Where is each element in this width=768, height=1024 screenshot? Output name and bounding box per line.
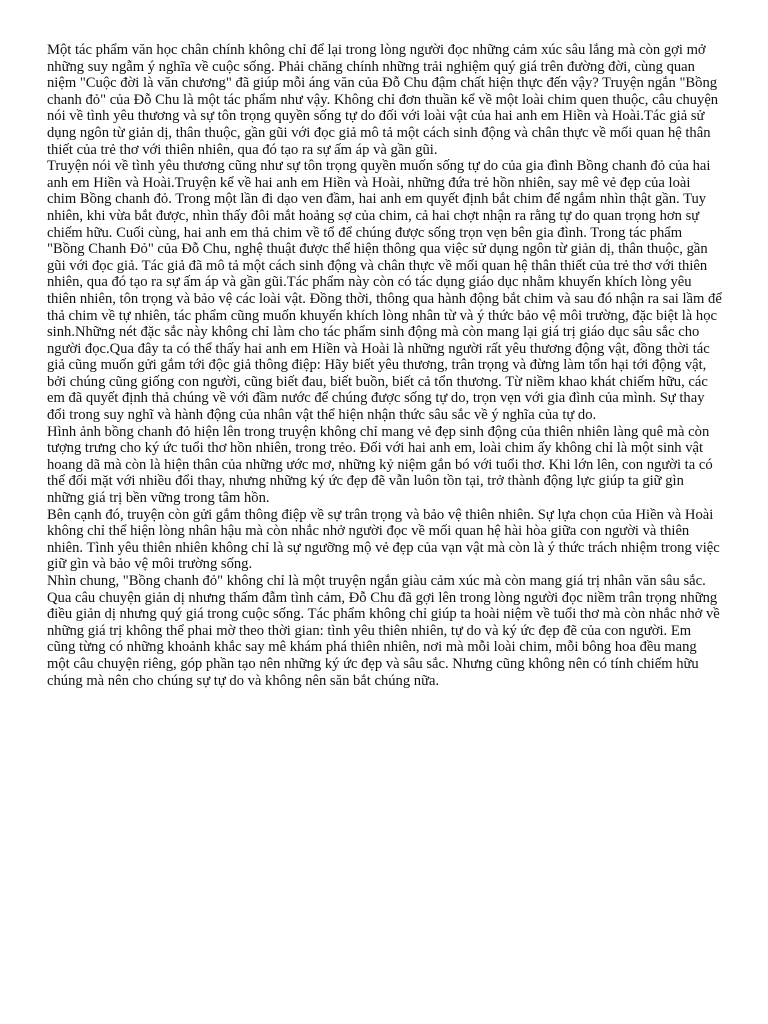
paragraph-intro: Một tác phẩm văn học chân chính không chỉ để lại trong lòng người đọc những cảm xúc sâu lắng mà còn gợi mở những suy ngẫm ý nghĩa về cuộc sống. Phải chăng chính những trải nghiệm quý giá trên đường đời, cùng quan niệm "Cuộc đời là văn chương" đã giúp mỗi áng văn của Đỗ Chu đậm chất hiện thực đến vậy? Truyện ngắn "Bồng chanh đỏ" của Đỗ Chu là một tác phẩm như vậy. Không chỉ đơn thuần kể về một loài chim quen thuộc, câu chuyện nói về tình yêu thương và sự tôn trọng quyền sống tự do đối với loài vật của hai anh em Hiền và Hoài.Tác giả sử dụng ngôn từ giản dị, thân thuộc, gần gũi với đọc giả mô tả một cách sinh động và chân thực về mối quan hệ thân thiết của trẻ thơ với thiên nhiên, qua đó tạo ra sự ấm áp và gần gũi. [47, 42, 719, 158]
paragraph-symbolism: Hình ảnh bồng chanh đỏ hiện lên trong truyện không chỉ mang vẻ đẹp sinh động của thiên nhiên làng quê mà còn tượng trưng cho ký ức tuổi thơ hồn nhiên, trong trẻo. Đối với hai anh em, loài chim ấy không chỉ là một sinh vật hoang dã mà còn là hiện thân của những ước mơ, những kỷ niệm gắn bó với tuổi thơ. Khi lớn lên, con người ta có thể đối mặt với nhiều đổi thay, nhưng những ký ức đẹp đẽ vẫn luôn tồn tại, trở thành động lực giúp ta giữ gìn những giá trị bền vững trong tâm hồn. [47, 423, 713, 507]
paragraph-story-summary: Truyện nói về tình yêu thương cũng như sự tôn trọng quyền muốn sống tự do của gia đình Bồng chanh đỏ của hai anh em Hiền và Hoài.Truyện kể về hai anh em Hiền và Hoài, những đứa trẻ hồn nhiên, say mê vẻ đẹp của loài chim Bồng chanh đỏ. Trong một lần đi dạo ven đầm, hai anh em quyết định bắt chim để ngắm nhìn thật gần. Tuy nhiên, khi vừa bắt được, nhìn thấy đôi mắt hoảng sợ của chim, cả hai chợt nhận ra rằng tự do quan trọng hơn sự chiếm hữu. Cuối cùng, hai anh em thả chim về tổ để chúng được sống trọn vẹn bên gia đình. Trong tác phẩm "Bồng Chanh Đỏ" của Đỗ Chu, nghệ thuật được thể hiện thông qua việc sử dụng ngôn từ giản dị, thân thuộc, gần gũi với đọc giả. Tác giả đã mô tả một cách sinh động và chân thực về mối quan hệ thân thiết của trẻ thơ với thiên nhiên, qua đó tạo ra sự ấm áp và gần gũi.Tác phẩm này còn có tác dụng giáo dục nhằm khuyến khích lòng yêu thiên nhiên, tôn trọng và bảo vệ các loài vật. Đồng thời, thông qua hành động bắt chim và sau đó nhận ra sai lầm để thả chim về tự nhiên, tác phẩm cũng muốn khuyến khích lòng nhân từ và ý thức bảo vệ môi trường, đặc biệt là học sinh.Những nét đặc sắc này không chỉ làm cho tác phẩm sinh động mà còn mang lại giá trị giáo dục sâu sắc cho người đọc.Qua đây ta có thể thấy hai anh em Hiền và Hoài là những người rất yêu thương động vật, đồng thời tác giả cũng muốn gửi gắm tới độc giả thông điệp: Hãy biết yêu thương, trân trọng và đừng làm tổn hại tới động vật, bởi chúng cũng giống con người, cũng biết đau, biết buồn, biết cả tổn thương. Từ niềm khao khát chiếm hữu, các em đã quyết định thả chúng về với đầm nước để chúng được sống tự do, trọn vẹn với gia đình của mình. Sự thay đổi trong suy nghĩ và hành động của nhân vật thể hiện nhận thức sâu sắc về ý nghĩa của tự do. [47, 158, 722, 424]
paragraph-nature-message: Bên cạnh đó, truyện còn gửi gắm thông điệp về sự trân trọng và bảo vệ thiên nhiên. Sự lựa chọn của Hiền và Hoài không chỉ thể hiện lòng nhân hậu mà còn nhắc nhở người đọc về mối quan hệ hài hòa giữa con người và thiên nhiên. Tình yêu thiên nhiên không chỉ là sự ngưỡng mộ vẻ đẹp của vạn vật mà còn là ý thức trách nhiệm trong việc giữ gìn và bảo vệ môi trường sống. [47, 506, 720, 573]
document-page [47, 42, 723, 689]
paragraph-conclusion: Nhìn chung, "Bồng chanh đỏ" không chỉ là một truyện ngắn giàu cảm xúc mà còn mang giá trị nhân văn sâu sắc. Qua câu chuyện giản dị nhưng thấm đẫm tình cảm, Đỗ Chu đã gợi lên trong lòng người đọc niềm trân trọng những điều giản dị nhưng quý giá trong cuộc sống. Tác phẩm không chỉ giúp ta hoài niệm về tuổi thơ mà còn nhắc nhở về những giá trị không thể phai mờ theo thời gian: tình yêu thiên nhiên, tự do và ký ức đẹp đẽ của con người. Em cũng từng có những khoảnh khắc say mê khám phá thiên nhiên, nơi mà mỗi loài chim, mỗi bông hoa đều mang một câu chuyện riêng, góp phần tạo nên những ký ức đẹp và sâu sắc. Nhưng cũng không nên có tính chiếm hữu chúng mà nên cho chúng sự tự do và không nên săn bắt chúng nữa. [47, 573, 720, 689]
